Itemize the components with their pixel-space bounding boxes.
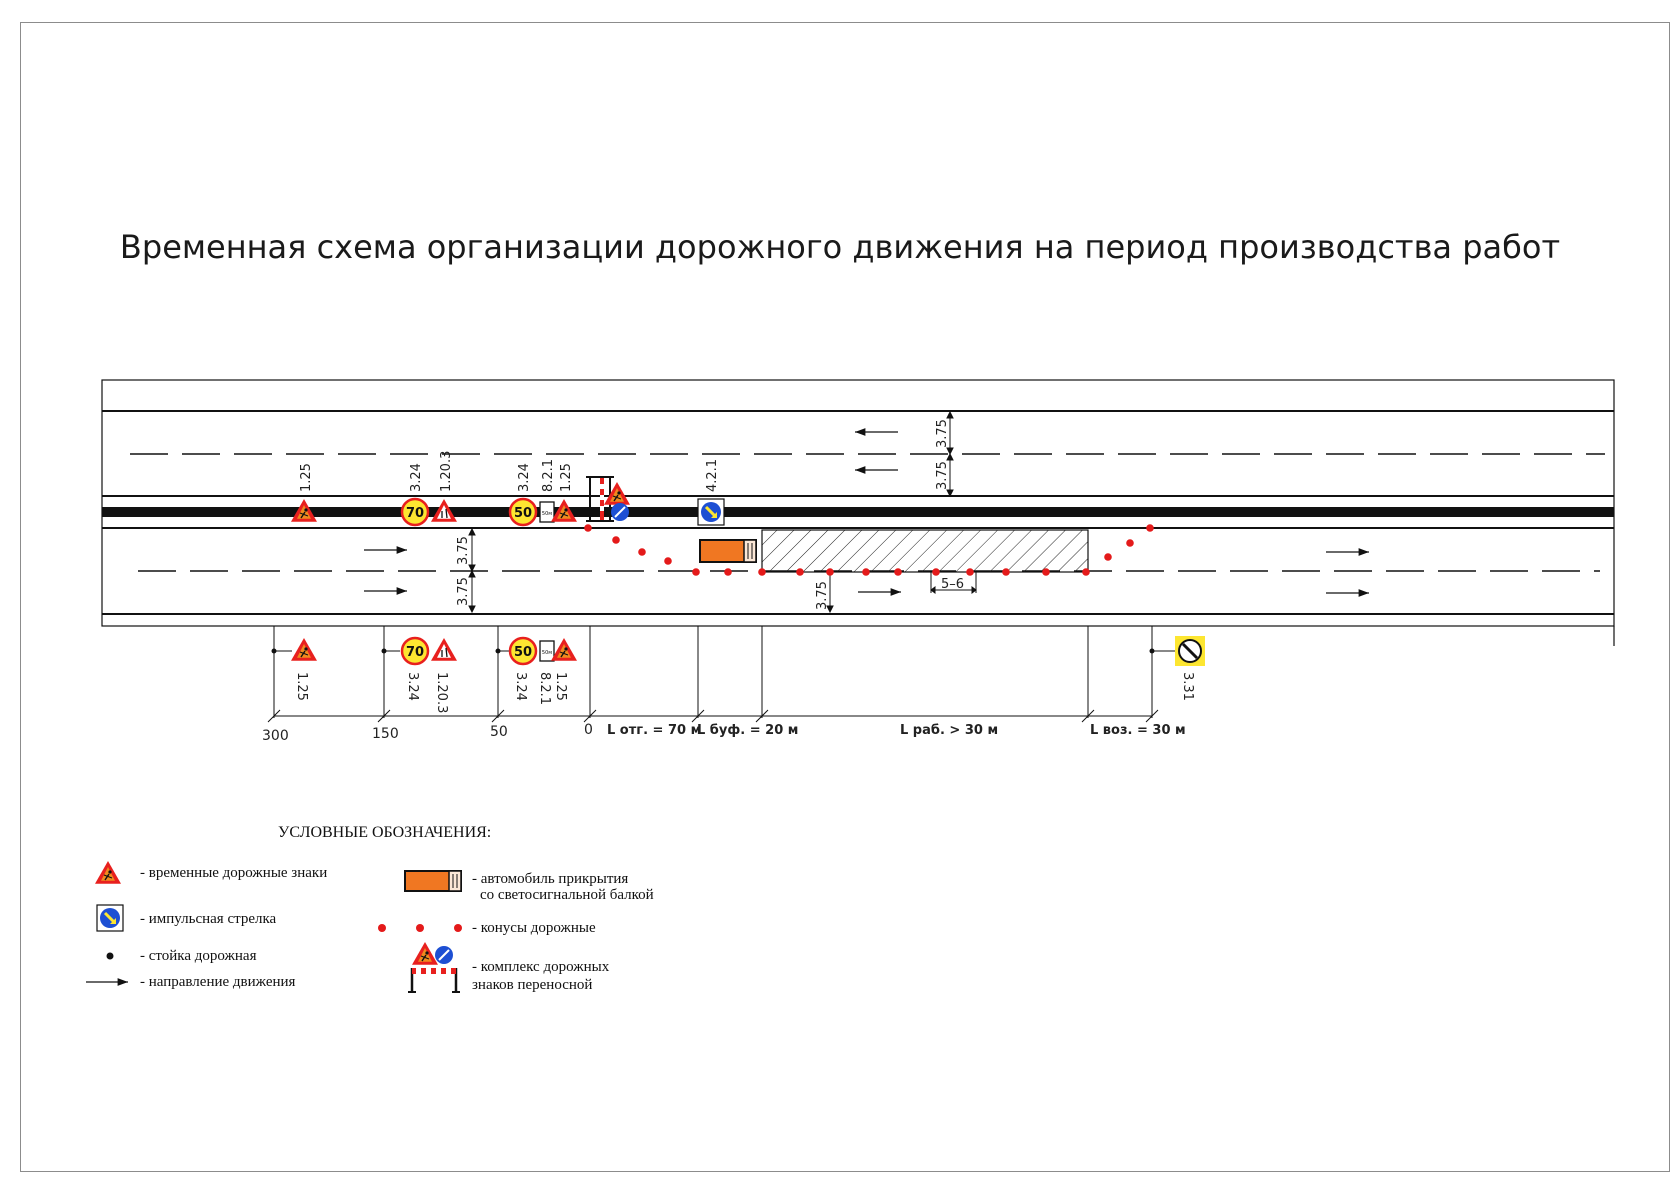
legend-vehicle-line1: - автомобиль прикрытия: [472, 871, 629, 887]
cone-icon: [796, 568, 804, 576]
legend-temp-sign-icon: [95, 861, 121, 884]
cone-icon: [1002, 568, 1010, 576]
lane-width-label: 3.75: [935, 461, 950, 490]
legend-direction: - направление движения: [140, 974, 296, 990]
chainage-150: 150: [372, 726, 399, 742]
legend-portable-complex-icon: [408, 942, 460, 992]
legend-impulse-arrow-icon: [97, 905, 123, 931]
distance-l-rab: L раб. > 30 м: [900, 723, 999, 738]
plate-value: 50м: [541, 511, 553, 517]
legend-complex-line1: - комплекс дорожных: [472, 959, 610, 975]
speed-limit-70-icon: [402, 638, 428, 664]
cone-icon: [826, 568, 834, 576]
cone-icon: [1126, 539, 1134, 547]
cone-icon: [612, 536, 620, 544]
cone-icon: [758, 568, 766, 576]
distance-l-otg: L отг. = 70 м: [607, 723, 702, 738]
legend-complex-disc-icon: [435, 946, 453, 964]
legend-complex-triangle-icon: [412, 942, 438, 965]
work-zone-hatched: [762, 530, 1088, 572]
cone-icon: [894, 568, 902, 576]
median-solid: [102, 507, 1614, 517]
sign-code-label: 3.31: [1180, 672, 1195, 701]
legend-cones: - конусы дорожные: [472, 920, 596, 936]
speed-limit-50-icon: [510, 638, 536, 664]
legend-complex-line2: знаков переносной: [472, 977, 593, 993]
cone-icon: [932, 568, 940, 576]
sign-code-label: 1.25: [294, 672, 309, 701]
distance-plate-icon: [540, 502, 554, 522]
chainage-0: 0: [584, 722, 593, 738]
roadworks-triangle-icon: [604, 482, 630, 505]
legend-vehicle-icon: [405, 871, 461, 891]
sign-code-label: 3.24: [517, 463, 532, 492]
speed-value: 50: [513, 645, 533, 660]
speed-limit-70-icon: [402, 499, 428, 525]
lane-width-label: 3.75: [935, 419, 950, 448]
blue-direction-disc-icon: [611, 503, 629, 521]
lane-width-label: 3.75: [456, 577, 471, 606]
sign-code-label: 8.2.1: [541, 458, 556, 492]
sign-code-label: 8.2.1: [537, 672, 552, 706]
cone-icon: [1104, 553, 1112, 561]
legend-impulse-arrow: - импульсная стрелка: [140, 911, 277, 927]
plate-value: 50м: [541, 650, 553, 656]
sign-code-label: 1.20.3: [434, 672, 449, 714]
sign-code-label: 1.25: [553, 672, 568, 701]
speed-limit-50-icon: [510, 499, 536, 525]
sign-code-label: 1.25: [299, 463, 314, 492]
speed-value: 70: [405, 645, 425, 660]
distance-l-voz: L воз. = 30 м: [1090, 723, 1186, 738]
cone-icon: [1042, 568, 1050, 576]
diagram-title: Временная схема организации дорожного движения на период производства работ: [119, 228, 1561, 266]
cone-icon: [664, 557, 672, 565]
speed-value: 50: [513, 506, 533, 521]
sign-code-label: 3.24: [405, 672, 420, 701]
cone-icon: [724, 568, 732, 576]
narrowing-triangle-icon: [431, 638, 457, 661]
cover-vehicle: [700, 540, 756, 562]
distance-plate-icon: [540, 641, 554, 661]
sign-code-label: 1.20.3: [439, 450, 454, 492]
legend-vehicle-line2: со светосигнальной балкой: [480, 887, 654, 903]
end-of-restrictions-icon: [1175, 636, 1205, 666]
roadside-signs: [291, 636, 1205, 713]
cone-icon: [862, 568, 870, 576]
roadworks-triangle-icon: [291, 638, 317, 661]
cone-spacing-label: 5–6: [941, 577, 965, 592]
sign-code-label: 3.24: [513, 672, 528, 701]
roadworks-triangle-icon: [551, 638, 577, 661]
sign-code-label: 1.25: [559, 463, 574, 492]
cone-icon: [638, 548, 646, 556]
cone-icon: [1082, 568, 1090, 576]
lane-width-label: 3.75: [815, 581, 830, 610]
speed-value: 70: [405, 506, 425, 521]
legend-cones-icon: [378, 924, 462, 932]
lane-width-label: 3.75: [456, 536, 471, 565]
chainage-300: 300: [262, 728, 289, 744]
sign-code-label: 4.2.1: [705, 458, 720, 492]
road-area: [102, 380, 1614, 626]
cone-icon: [1146, 524, 1154, 532]
cone-icon: [966, 568, 974, 576]
legend-post: - стойка дорожная: [140, 948, 257, 964]
legend-temp-signs: - временные дорожные знаки: [140, 865, 328, 881]
impulse-arrow-icon: [698, 499, 724, 525]
legend-title: УСЛОВНЫЕ ОБОЗНАЧЕНИЯ:: [278, 824, 492, 841]
cone-icon: [692, 568, 700, 576]
legend-post-icon: [107, 953, 114, 960]
sign-code-label: 3.24: [409, 463, 424, 492]
distance-l-buf: L буф. = 20 м: [697, 723, 799, 738]
cone-icon: [584, 524, 592, 532]
chainage-50: 50: [490, 724, 508, 740]
